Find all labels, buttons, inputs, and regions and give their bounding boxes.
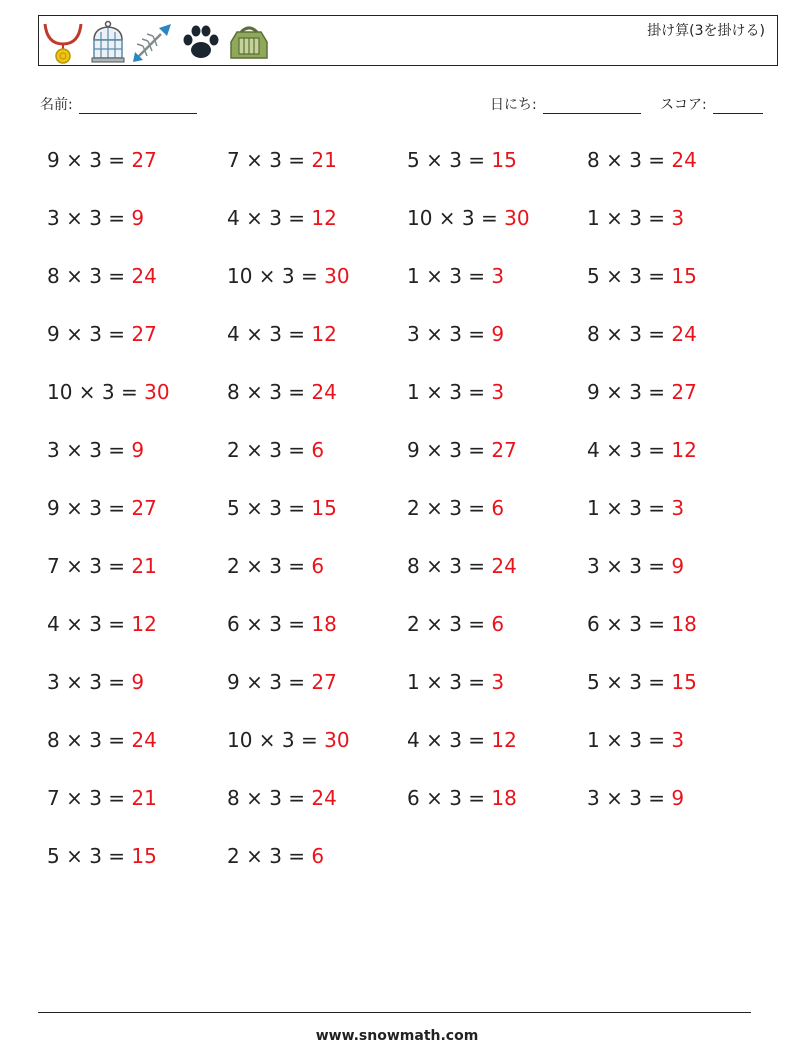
date-blank[interactable]	[543, 99, 641, 114]
problem-item	[407, 612, 504, 636]
problem-item	[407, 206, 530, 230]
problem-answer: 9	[491, 322, 505, 346]
problem-question: 2 × 3 =	[407, 612, 492, 636]
problem-question: 2 × 3 =	[227, 554, 312, 578]
problem-question: 4 × 3 =	[587, 438, 672, 462]
problem-question: 8 × 3 =	[227, 380, 312, 404]
problem-item	[407, 380, 504, 404]
problem-answer: 15	[671, 670, 697, 694]
problem-question: 3 × 3 =	[47, 206, 132, 230]
problem-answer: 24	[131, 264, 157, 288]
problem-item	[587, 264, 697, 288]
problem-answer: 27	[671, 380, 697, 404]
problem-answer: 15	[491, 148, 517, 172]
problem-item	[47, 728, 157, 752]
problem-question: 8 × 3 =	[47, 264, 132, 288]
problem-answer: 9	[671, 554, 685, 578]
problem-item	[587, 322, 697, 346]
problem-item	[47, 786, 157, 810]
problem-item	[227, 728, 350, 752]
problem-question: 8 × 3 =	[47, 728, 132, 752]
problem-answer: 12	[311, 206, 337, 230]
problem-answer: 27	[131, 148, 157, 172]
pet-carrier-icon	[227, 20, 271, 64]
problem-item	[587, 380, 697, 404]
problem-item	[227, 786, 337, 810]
problem-question: 5 × 3 =	[47, 844, 132, 868]
problem-item	[587, 612, 697, 636]
header-icons	[41, 20, 271, 64]
score-label: スコア:	[660, 97, 707, 113]
problem-question: 8 × 3 =	[587, 148, 672, 172]
problem-item	[407, 264, 504, 288]
problem-question: 1 × 3 =	[587, 728, 672, 752]
problem-answer: 15	[311, 496, 337, 520]
problem-question: 1 × 3 =	[407, 380, 492, 404]
problem-item	[407, 148, 517, 172]
problem-item	[227, 206, 337, 230]
problem-question: 1 × 3 =	[407, 670, 492, 694]
problem-answer: 9	[131, 438, 145, 462]
name-blank[interactable]	[79, 99, 197, 114]
problem-question: 5 × 3 =	[587, 264, 672, 288]
problem-answer: 30	[324, 264, 350, 288]
problem-question: 2 × 3 =	[227, 844, 312, 868]
problem-question: 1 × 3 =	[587, 206, 672, 230]
problem-answer: 9	[671, 786, 685, 810]
problem-question: 3 × 3 =	[47, 670, 132, 694]
problem-answer: 24	[311, 786, 337, 810]
problem-question: 6 × 3 =	[587, 612, 672, 636]
problem-answer: 12	[311, 322, 337, 346]
problem-item	[227, 264, 350, 288]
problem-question: 2 × 3 =	[227, 438, 312, 462]
problem-question: 9 × 3 =	[47, 496, 132, 520]
problem-item	[47, 438, 144, 462]
problem-answer: 30	[324, 728, 350, 752]
problem-question: 10 × 3 =	[227, 728, 325, 752]
problem-answer: 27	[131, 496, 157, 520]
problem-answer: 9	[131, 206, 145, 230]
problem-item	[47, 206, 144, 230]
problem-answer: 3	[491, 380, 505, 404]
footer-url: www.snowmath.com	[315, 1028, 479, 1044]
problem-question: 3 × 3 =	[587, 786, 672, 810]
problem-item	[407, 670, 504, 694]
problem-answer: 3	[671, 206, 685, 230]
problem-question: 2 × 3 =	[407, 496, 492, 520]
name-field	[40, 94, 197, 114]
problem-item	[587, 148, 697, 172]
problem-answer: 21	[131, 554, 157, 578]
problem-question: 9 × 3 =	[227, 670, 312, 694]
problem-answer: 6	[491, 496, 505, 520]
problem-answer: 21	[131, 786, 157, 810]
problem-answer: 12	[131, 612, 157, 636]
problem-question: 5 × 3 =	[407, 148, 492, 172]
problem-question: 10 × 3 =	[407, 206, 505, 230]
problem-answer: 18	[491, 786, 517, 810]
problem-answer: 6	[311, 438, 325, 462]
problem-question: 4 × 3 =	[227, 322, 312, 346]
problem-item	[227, 148, 337, 172]
problem-question: 4 × 3 =	[47, 612, 132, 636]
name-label: 名前:	[40, 97, 73, 113]
problem-answer: 15	[131, 844, 157, 868]
problem-question: 1 × 3 =	[587, 496, 672, 520]
problem-question: 6 × 3 =	[227, 612, 312, 636]
problem-question: 9 × 3 =	[407, 438, 492, 462]
problem-item	[587, 496, 684, 520]
problem-item	[587, 206, 684, 230]
medal-necklace-icon	[41, 20, 85, 64]
problem-question: 7 × 3 =	[47, 786, 132, 810]
problem-item	[587, 728, 684, 752]
problem-item	[47, 612, 157, 636]
problem-item	[47, 322, 157, 346]
problem-item	[587, 438, 697, 462]
problem-answer: 30	[504, 206, 530, 230]
problem-question: 9 × 3 =	[587, 380, 672, 404]
problem-question: 4 × 3 =	[227, 206, 312, 230]
problem-answer: 3	[671, 496, 685, 520]
problem-item	[407, 554, 517, 578]
problem-answer: 15	[671, 264, 697, 288]
footer-divider	[38, 1012, 751, 1013]
problem-item	[227, 554, 324, 578]
problem-answer: 24	[671, 148, 697, 172]
problem-item	[227, 612, 337, 636]
problem-item	[407, 322, 504, 346]
problem-question: 4 × 3 =	[407, 728, 492, 752]
problem-item	[407, 728, 517, 752]
problem-answer: 3	[671, 728, 685, 752]
problem-answer: 24	[491, 554, 517, 578]
problem-answer: 24	[131, 728, 157, 752]
student-info-row	[40, 94, 770, 116]
problem-answer: 6	[311, 554, 325, 578]
problem-question: 10 × 3 =	[47, 380, 145, 404]
problem-answer: 3	[491, 264, 505, 288]
problem-item	[47, 148, 157, 172]
problem-item	[227, 844, 324, 868]
problem-answer: 9	[131, 670, 145, 694]
paw-print-icon	[179, 20, 223, 64]
problem-question: 9 × 3 =	[47, 148, 132, 172]
problem-question: 7 × 3 =	[47, 554, 132, 578]
problem-item	[227, 438, 324, 462]
problem-answer: 24	[671, 322, 697, 346]
problem-item	[407, 438, 517, 462]
problem-answer: 27	[311, 670, 337, 694]
date-label: 日にち:	[490, 97, 537, 113]
problem-question: 8 × 3 =	[587, 322, 672, 346]
problem-question: 5 × 3 =	[587, 670, 672, 694]
problem-question: 7 × 3 =	[227, 148, 312, 172]
problem-item	[407, 496, 504, 520]
problem-item	[227, 496, 337, 520]
problem-item	[47, 844, 157, 868]
fish-skeleton-icon	[131, 20, 175, 64]
problem-answer: 24	[311, 380, 337, 404]
problem-item	[587, 786, 684, 810]
worksheet-header	[38, 15, 778, 66]
birdcage-icon	[89, 20, 127, 64]
problem-question: 10 × 3 =	[227, 264, 325, 288]
problem-item	[47, 264, 157, 288]
problem-item	[47, 380, 170, 404]
problem-item	[47, 554, 157, 578]
problem-question: 6 × 3 =	[407, 786, 492, 810]
problem-item	[227, 322, 337, 346]
problem-question: 5 × 3 =	[227, 496, 312, 520]
problem-item	[47, 496, 157, 520]
problem-answer: 12	[491, 728, 517, 752]
problem-answer: 6	[311, 844, 325, 868]
problem-item	[407, 786, 517, 810]
problem-item	[47, 670, 144, 694]
score-blank[interactable]	[713, 99, 763, 114]
problem-answer: 30	[144, 380, 170, 404]
problem-item	[587, 670, 697, 694]
problem-question: 9 × 3 =	[47, 322, 132, 346]
problem-answer: 18	[671, 612, 697, 636]
problem-question: 8 × 3 =	[227, 786, 312, 810]
problem-answer: 21	[311, 148, 337, 172]
problem-answer: 27	[131, 322, 157, 346]
problem-answer: 6	[491, 612, 505, 636]
problem-item	[587, 554, 684, 578]
problem-question: 3 × 3 =	[47, 438, 132, 462]
problem-question: 3 × 3 =	[407, 322, 492, 346]
problem-item	[227, 670, 337, 694]
problem-answer: 12	[671, 438, 697, 462]
problem-answer: 18	[311, 612, 337, 636]
score-field	[660, 94, 763, 114]
problem-question: 8 × 3 =	[407, 554, 492, 578]
problem-item	[227, 380, 337, 404]
date-field	[490, 94, 641, 114]
problem-answer: 3	[491, 670, 505, 694]
problem-answer: 27	[491, 438, 517, 462]
worksheet-title: 掛け算(3を掛ける)	[647, 23, 765, 39]
problem-question: 3 × 3 =	[587, 554, 672, 578]
problem-question: 1 × 3 =	[407, 264, 492, 288]
